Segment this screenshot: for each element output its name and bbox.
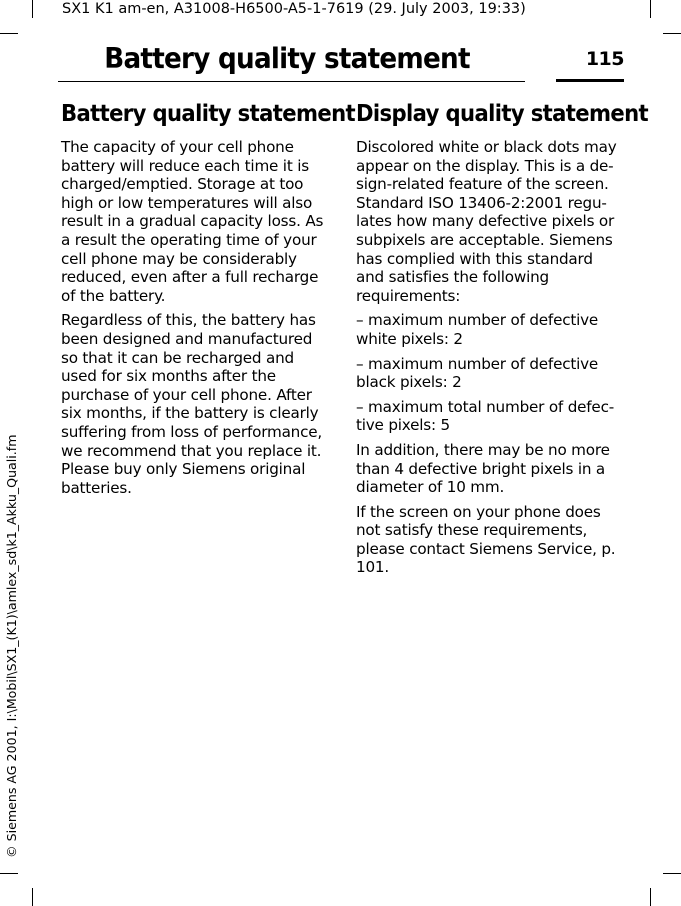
title-rule [58,81,525,82]
crop-mark-bottom-left [32,888,33,906]
crop-mark-top-left [32,0,33,18]
display-list-item: – maximum total number of defec-tive pixels: 5 [356,397,615,435]
display-section [356,98,649,583]
side-copyright-label: © Siemens AG 2001, I:\Mobil\SX1_(K1)\amlex_sd\k1_Akku_Quali.fm [4,434,19,858]
display-paragraph: Discolored white or black dots may appear on the display. This is a de-sign-related feature of the screen. Standard ISO 13406-2:2001 regu-lates how many defective pixels or subpixels are acceptable. Siemens has complied with this standard and satisfies the following requirements: [356,138,617,305]
crop-mark-top-left-h [0,33,18,34]
running-header: SX1 K1 am-en, A31008-H6500-A5-1-7619 (29. July 2003, 19:33) [62,1,526,17]
crop-mark-bottom-left-h [0,873,18,874]
battery-section [61,98,356,503]
display-heading: Display quality statement [356,99,649,127]
crop-mark-bottom-right [650,888,651,906]
display-paragraph: In addition, there may be no more than 4 defective bright pixels in a diameter of 10 mm. [356,440,610,497]
crop-mark-top-right-h [663,33,681,34]
display-paragraph: If the screen on your phone does not satisfy these requirements, please contact Siemens Service, p. 101. [356,502,616,577]
battery-heading: Battery quality statement [61,99,356,127]
battery-paragraph: Regardless of this, the battery has been designed and manufactured so that it can be recharged and used for six months after the purchase of your cell phone. After six months, if the battery is clearly suffering from loss of performance, we recommend that you replace it. Please buy only Siemens original batteries. [61,311,323,497]
page-number: 115 [585,48,624,70]
display-list-item: – maximum number of defective white pixels: 2 [356,311,599,348]
crop-mark-bottom-right-h [663,873,681,874]
display-list-item: – maximum number of defective black pixels: 2 [356,354,599,392]
battery-paragraph: The capacity of your cell phone battery will reduce each time it is charged/emptied. Storage at too high or low temperatures will also result in a gradual capacity loss. As a result the operating time of your cell phone may be considerably reduced, even after a full recharge of the battery. [61,138,324,305]
page-title: Battery quality statement [104,42,470,75]
page-number-rule [556,79,624,82]
crop-mark-top-right [650,0,651,18]
